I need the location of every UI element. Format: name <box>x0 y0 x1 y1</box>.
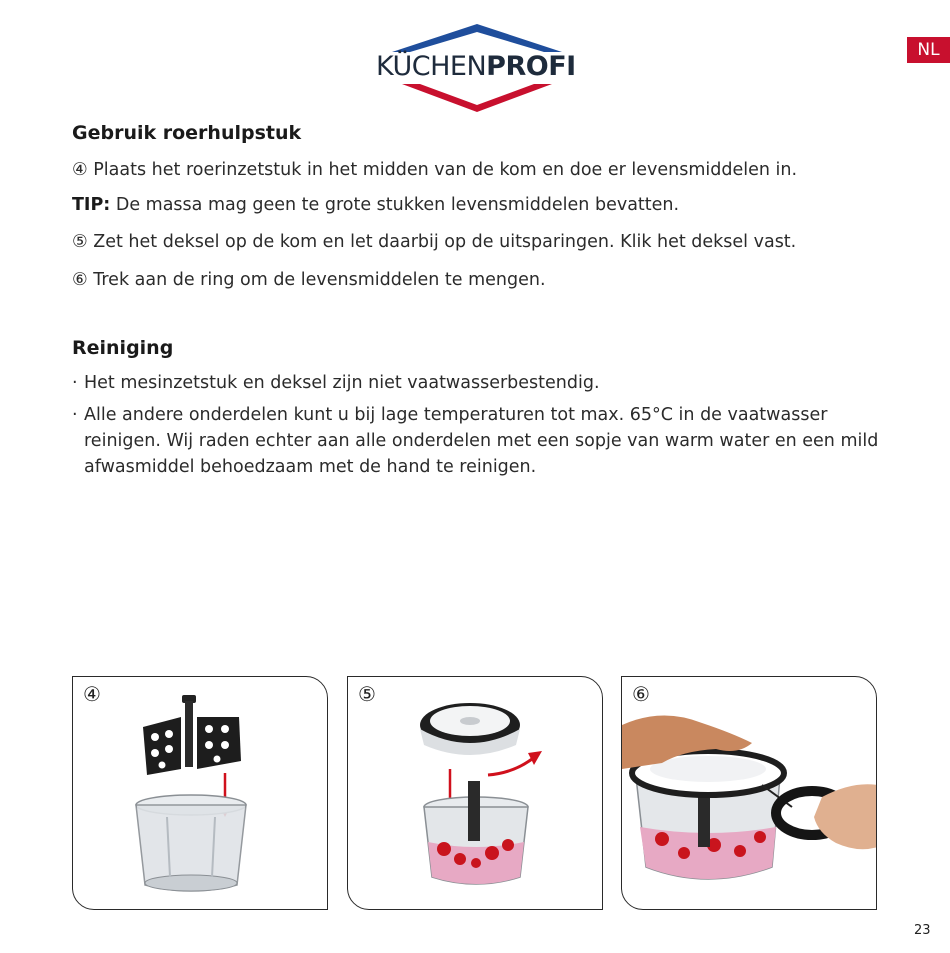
usage-step-6: ⑥ Trek aan de ring om de levensmiddelen te mengen. <box>72 270 546 290</box>
usage-heading: Gebruik roerhulpstuk <box>72 122 302 144</box>
figure-5-illustration <box>348 677 603 910</box>
tip-label: TIP: <box>72 195 111 215</box>
tip-text: De massa mag geen te grote stukken levensmiddelen bevatten. <box>110 195 680 215</box>
page-number: 23 <box>914 923 931 938</box>
cleaning-bullet-text: Alle andere onderdelen kunt u bij lage temperaturen tot max. 65°C in de vaatwasser reinigen. Wij raden echter aan alle onderdelen met een sopje van warm water en een mild afwasmiddel behoedzaam met de hand te reinigen. <box>84 405 879 477</box>
cleaning-bullet <box>72 370 902 396</box>
brand-logo <box>372 22 582 117</box>
brand-wordmark <box>376 51 576 82</box>
cleaning-bullet <box>72 402 902 480</box>
usage-tip <box>72 195 679 215</box>
figure-5-number: ⑤ <box>358 682 376 706</box>
brand-bold: PROFI <box>486 51 576 82</box>
bullet-dot: · <box>72 373 78 393</box>
figure-6-panel <box>621 676 877 910</box>
brand-regular: KÜCHEN <box>376 51 487 82</box>
language-badge: NL <box>907 37 950 63</box>
figure-4-panel <box>72 676 328 910</box>
cleaning-heading: Reiniging <box>72 337 174 359</box>
usage-step-4: ④ Plaats het roerinzetstuk in het midden van de kom en doe er levensmiddelen in. <box>72 160 798 180</box>
figure-6-number: ⑥ <box>632 682 650 706</box>
figure-4-number: ④ <box>83 682 101 706</box>
usage-step-5: ⑤ Zet het deksel op de kom en let daarbij op de uitsparingen. Klik het deksel vast. <box>72 232 797 252</box>
figure-4-illustration <box>73 677 328 910</box>
figure-5-panel <box>347 676 603 910</box>
cleaning-bullet-text: Het mesinzetstuk en deksel zijn niet vaatwasserbestendig. <box>84 373 600 393</box>
figure-6-illustration <box>622 677 877 910</box>
bullet-dot: · <box>72 405 78 425</box>
